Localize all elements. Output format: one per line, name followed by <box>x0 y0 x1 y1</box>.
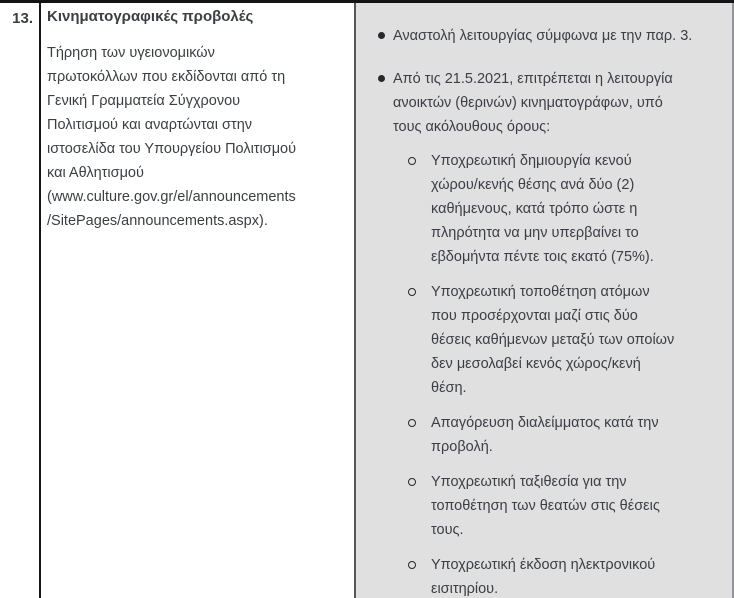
sub-bullet-no-intermission <box>393 411 714 459</box>
row-number: 13. <box>12 10 33 27</box>
circle-bullet-icon <box>408 419 416 427</box>
section-title: Κινηματογραφικές προβολές <box>47 8 254 25</box>
requirements-cell <box>354 3 734 598</box>
sub-bullet-seating-together <box>393 280 714 400</box>
sub-bullet-empty-seat <box>393 149 714 269</box>
sub-bullet-text: Υποχρεωτική έκδοση ηλεκτρονικού εισιτηρίου. <box>431 557 656 597</box>
sub-bullet-text: Υποχρεωτική τοποθέτηση ατόμων που προσέρχονται μαζί στις δύο θέσεις καθήμενων μεταξύ των οποίων δεν μεσολαβεί κενός χώρος/κενή θέση. <box>431 284 675 396</box>
circle-bullet-icon <box>408 157 416 165</box>
bullet-item-open-cinemas <box>377 67 714 598</box>
sub-bullet-ushering <box>393 470 714 542</box>
requirements-list <box>377 24 714 598</box>
sub-bullet-text: Απαγόρευση διαλείμματος κατά την προβολή. <box>431 415 659 455</box>
circle-bullet-icon <box>408 478 416 486</box>
bullet-text: Αναστολή λειτουργίας σύμφωνα με την παρ. 3. <box>393 28 693 44</box>
circle-bullet-icon <box>408 561 416 569</box>
sub-requirements-list <box>393 149 714 598</box>
bullet-item-suspension <box>377 24 714 48</box>
sub-bullet-text: Υποχρεωτική ταξιθεσία για την τοποθέτηση των θεατών στις θέσεις τους. <box>431 474 660 538</box>
measure-cell <box>41 3 354 598</box>
sub-bullet-e-ticket <box>393 553 714 598</box>
bullet-dot-icon <box>378 75 385 82</box>
bullet-text: Από τις 21.5.2021, επιτρέπεται η λειτουργία ανοικτών (θερινών) κινηματογράφων, υπό τους ακόλουθους όρους: <box>393 71 673 135</box>
circle-bullet-icon <box>408 288 416 296</box>
row-number-cell <box>0 3 41 598</box>
sub-bullet-text: Υποχρεωτική δημιουργία κενού χώρου/κενής θέσης ανά δύο (2) καθήμενους, κατά τρόπο ώστε η πληρότητα να μην υπερβαίνει το εβδομήντα πέντε τοις εκατό (75%). <box>431 153 654 265</box>
bullet-dot-icon <box>378 32 385 39</box>
section-description: Τήρηση των υγειονομικών πρωτοκόλλων που εκδίδονται από τη Γενική Γραμματεία Σύγχρονου Πολιτισμού και αναρτώνται στην ιστοσελίδα του Υπουργείου Πολιτισμού και Αθλητισμού (www.culture.gov.gr/el/announcements /SitePages/announcements.aspx). <box>47 45 297 229</box>
